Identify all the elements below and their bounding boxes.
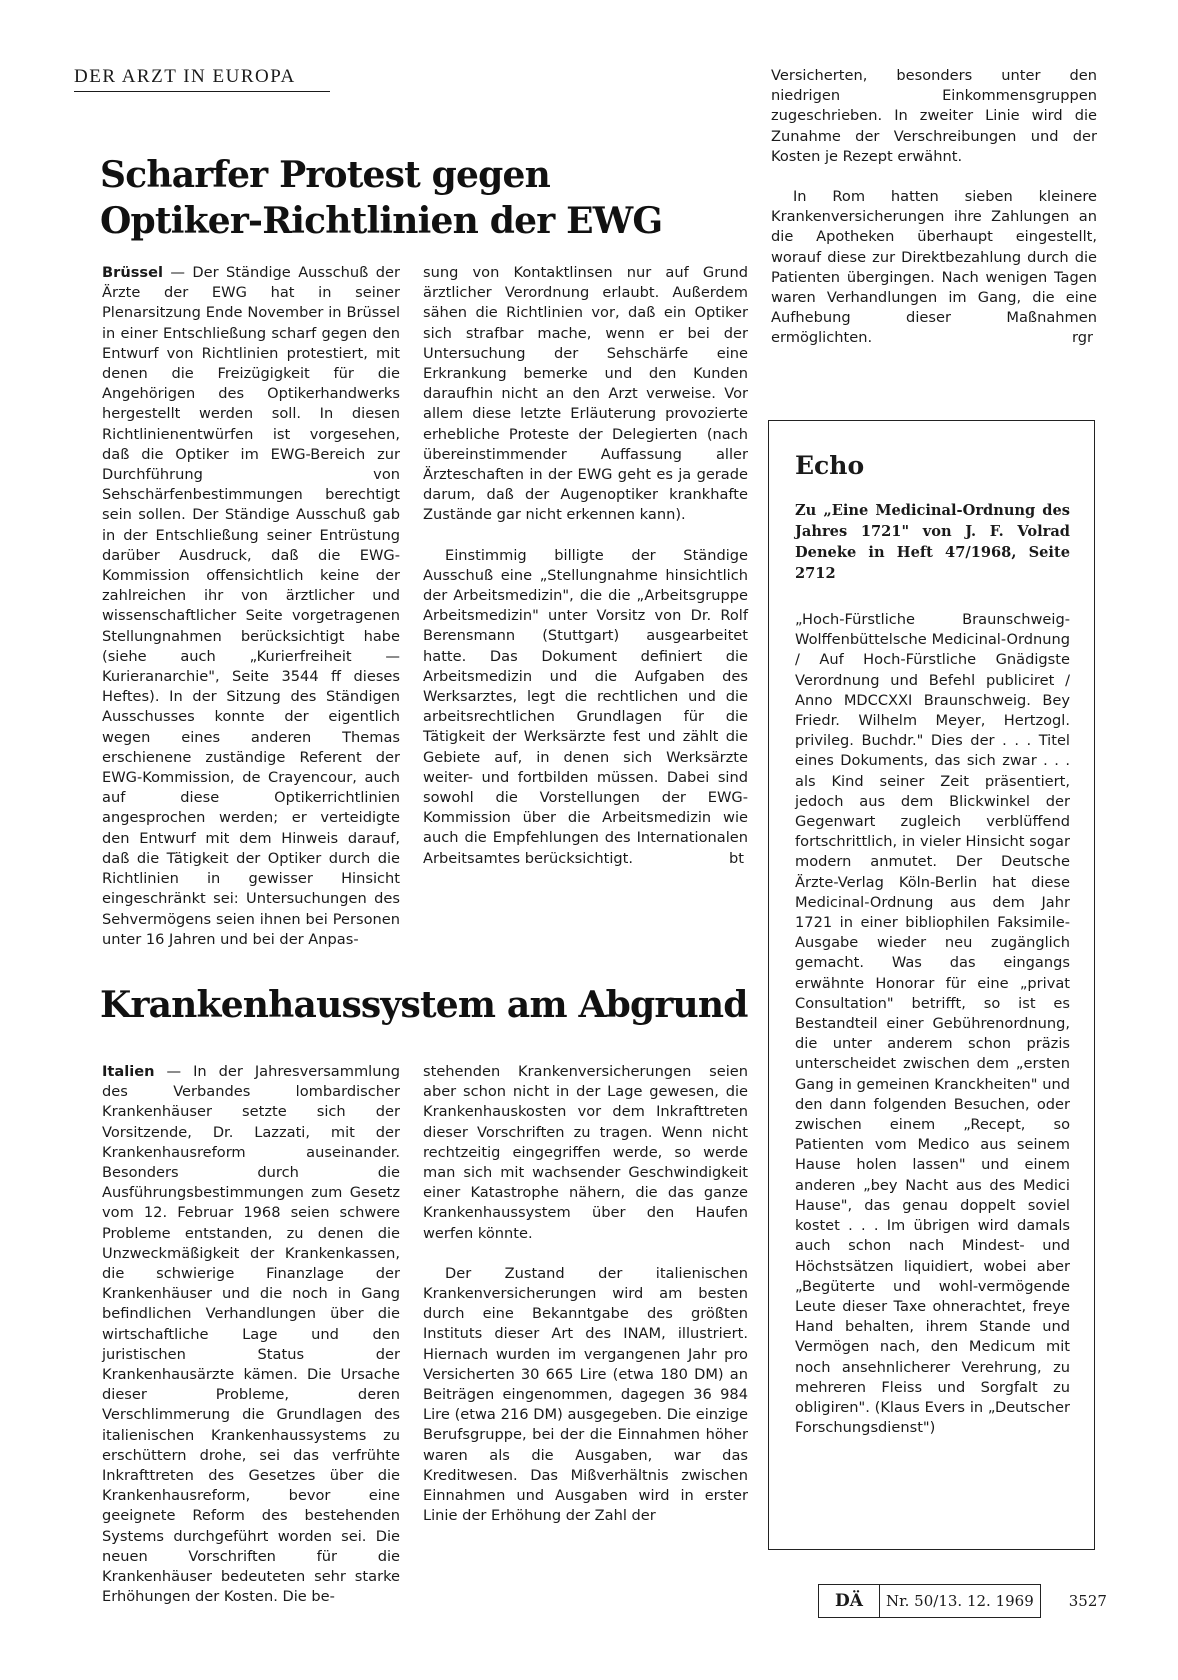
article1-dateline: Brüssel <box>102 264 163 281</box>
article1-col1-text: — Der Ständige Ausschuß der Ärzte der EWG hat in seiner Plenarsitzung Ende November in Brüssel in einer Entschließung scharf gegen den Entwurf von Richtlinien protestiert, mit denen die Freizügigkeit für die Angehörigen des Optikerhandwerks hergestellt werden soll. In diesen Richtlinienentwürfen ist vorgesehen, daß die Optiker im EWG-Bereich zur Durchführung von Sehschärfenbestimmungen berechtigt sein sollen. Der Ständige Ausschuß gab in der Entschließung seiner Entrüstung darüber Ausdruck, daß die EWG-Kommission offensichtlich keine der zahlreichen ihr von ärztlicher und wissenschaftlicher Seite vorgetragenen Stellungnahmen berücksichtigt habe (siehe auch „Kurierfreiheit — Kurieranarchie", Seite 3544 ff dieses Heftes). In der Sitzung des Ständigen Ausschusses konnte der eigentlich wegen eines anderen Themas erschienene zuständige Referent der EWG-Kommission, de Crayencour, auch auf diese Optikerrichtlinien angesprochen werden; er verteidigte den Entwurf mit dem Hinweis darauf, daß die Tätigkeit der Optiker durch die Richtlinien in gewisser Hinsicht eingeschränkt sei: Untersuchungen des Sehvermögens seien ihnen bei Personen unter 16 Jahren und bei der Anpas- <box>102 264 400 948</box>
article2-col2-para1: stehenden Krankenversicherungen seien aber schon nicht in der Lage gewesen, die Krankenhauskosten vor dem Inkrafttreten dieser Vorschriften zu tragen. Wenn nicht rechtzeitig eingegriffen werde, so werde man sich mit wachsender Geschwindigkeit einer Katastrophe nähern, die das ganze Krankenhaussystem über den Haufen werfen könnte. <box>423 1063 748 1242</box>
article2-col3-para2-text: In Rom hatten sieben kleinere Krankenversicherungen ihre Zahlungen an die Apotheken überhaupt eingestellt, worauf diese zur Direktbezahlung durch die Patienten übergingen. Nach wenigen Tagen waren Verhandlungen im Gang, die eine Aufhebung dieser Maßnahmen ermöglichten. <box>771 188 1097 347</box>
article2-dateline: Italien <box>102 1063 155 1080</box>
article1-column1 <box>102 263 400 950</box>
article1-col2-para2 <box>423 546 748 869</box>
article1-headline <box>100 152 662 244</box>
issue-number: Nr. 50/13. 12. 1969 <box>880 1584 1041 1618</box>
article2-col3-para1: Versicherten, besonders unter den niedrigen Einkommensgruppen zugeschrieben. In zweiter Linie wird die Zunahme der Verschreibungen und der Kosten je Rezept erwähnt. <box>771 67 1097 165</box>
article2-paragraph <box>102 1062 400 1607</box>
page-number: 3527 <box>1068 1592 1107 1610</box>
article2-col3-para2 <box>771 187 1097 349</box>
journal-logo: DÄ <box>818 1584 880 1618</box>
section-label: DER ARZT IN EUROPA <box>74 66 330 92</box>
echo-body: „Hoch-Fürstliche Braunschweig-Wolffenbüttelsche Medicinal-Ordnung / Auf Hoch-Fürstliche Gnädigste Verordnung und Befehl publiciret / Anno MDCCXXI Braunschweig. Bey Friedr. Wilhelm Meyer, Hertzogl. privileg. Buchdr." Dies der . . . Titel eines Dokuments, das sich zwar . . . als Kind seiner Zeit präsentiert, jedoch aus dem Blickwinkel der Gegenwart zugleich verblüffend fortschrittlich, in vieler Hinsicht sogar modern anmutet. Der Deutsche Ärzte-Verlag Köln-Berlin hat diese Medicinal-Ordnung aus dem Jahr 1721 in einer bibliophilen Faksimile-Ausgabe wieder neu zugänglich gemacht. Was das eingangs erwähnte Honorar für eine „privat Consultation" betrifft, so ist es Bestandteil einer Gebührenordnung, die unter anderem schon präzis unterscheidet zwischen dem „ersten Gang in gemeinen Kranckheiten" und den dann folgenden Besuchen, oder zwischen einem „Recept, so Patienten vom Medico aus seinem Hause holen lassen" und einem anderen „bey Nacht aus des Medici Hause", das genau doppelt soviel kostet . . . Im übrigen wird damals auch schon nach Mindest- und Höchstsätzen liquidiert, wobei aber „Begüterte und wohl-vermögende Leute dieser Taxe ohnerachtet, freye Hand behalten, ihrem Stande und Vermögen nach, den Medicum mit noch ansehnlicherer Verehrung, zu mehreren Fleiss und Sorgfalt zu obligiren". (Klaus Evers in „Deutscher Forschungsdienst") <box>795 611 1070 1437</box>
article1-paragraph <box>102 263 400 950</box>
page-footer <box>818 1584 1107 1618</box>
article2-col2-para2: Der Zustand der italienischen Krankenversicherungen wird am besten durch eine Bekanntgabe des größten Instituts dieser Art des INAM, illustriert. Hiernach wurden im vergangenen Jahr pro Versicherten 30 665 Lire (etwa 180 DM) an Beiträgen eingenommen, dagegen 36 984 Lire (etwa 216 DM) ausgegeben. Die einzige Berufsgruppe, bei der die Einnahmen höher waren als die Ausgaben, war das Kreditwesen. Das Mißverhältnis zwischen Einnahmen und Ausgaben wird in erster Linie der Erhöhung der Zahl der <box>423 1264 748 1525</box>
article1-column2 <box>423 263 748 869</box>
article1-col2-para2-text: Einstimmig billigte der Ständige Ausschuß eine „Stellungnahme hinsichtlich der Arbeitsmedizin", die die „Arbeitsgruppe Arbeitsmedizin" unter Vorsitz von Dr. Rolf Berensmann (Stuttgart) ausgearbeitet hatte. Das Dokument definiert die Arbeitsmedizin und die Aufgaben des Werksarztes, legt die rechtlichen und die arbeitsrechtlichen Grundlagen für die Tätigkeit der Werksärzte fest und zählt die Gebiete auf, in denen sich Werksärzte weiter- und fortbilden müssen. Dabei sind sowohl die Vorstellungen der EWG-Kommission über die Arbeitsmedizin wie auch die Empfehlungen des Internationalen Arbeitsamtes berücksichtigt. <box>423 546 748 867</box>
article2-headline: Krankenhaussystem am Abgrund <box>100 984 748 1026</box>
echo-reference: Zu „Eine Medicinal-Ordnung des Jahres 1721" von J. F. Volrad Deneke in Heft 47/1968, Seite 2712 <box>795 502 1070 582</box>
article2-column2 <box>423 1062 748 1526</box>
article2-col1-text: — In der Jahresversammlung des Verbandes lombardischer Krankenhäuser setzte sich der Vorsitzende, Dr. Lazzati, mit der Krankenhausreform auseinander. Besonders durch die Ausführungsbestimmungen zum Gesetz vom 12. Februar 1968 seien schwere Probleme entstanden, zu denen die Unzweckmäßigkeit der Krankenkassen, die schwierige Finanzlage der Krankenhäuser und die noch in Gang befindlichen Verhandlungen über die wirtschaftliche Lage und den juristischen Status der Krankenhausärzte kämen. Die Ursache dieser Probleme, deren Verschlimmerung die Grundlagen des italienischen Krankenhaussystems zu erschüttern drohe, sei das verfrühte Inkrafttreten des Gesetzes über die Krankenhausreform, bevor eine geeignete Reform des bestehenden Systems durchgeführt worden sei. Die neuen Vorschriften für die Krankenhäuser bedeuteten sehr starke Erhöhungen der Kosten. Die be- <box>102 1063 400 1606</box>
article1-signature: bt <box>729 849 744 867</box>
article2-signature: rgr <box>1071 329 1093 347</box>
article2-column1 <box>102 1062 400 1607</box>
article2-column3 <box>771 66 1097 349</box>
article1-col2-para1: sung von Kontaktlinsen nur auf Grund ärztlicher Verordnung erlaubt. Außerdem sähen die Richtlinien vor, daß ein Optiker sich strafbar mache, wenn er bei der Untersuchung der Sehschärfe eine Erkrankung bemerke und den Kunden daraufhin nicht an den Arzt verweise. Vor allem diese letzte Erläuterung provozierte erhebliche Proteste der Delegierten (nach übereinstimmender Auffassung aller Ärzteschaften in der EWG geht es ja gerade darum, daß der Augenoptiker krankhafte Zustände gar nicht erkennen kann). <box>423 264 748 524</box>
article1-headline-line1: Scharfer Protest gegen <box>100 154 551 196</box>
article1-headline-line2: Optiker-Richtlinien der EWG <box>100 200 663 242</box>
echo-box <box>768 420 1095 1550</box>
echo-title: Echo <box>795 451 865 480</box>
